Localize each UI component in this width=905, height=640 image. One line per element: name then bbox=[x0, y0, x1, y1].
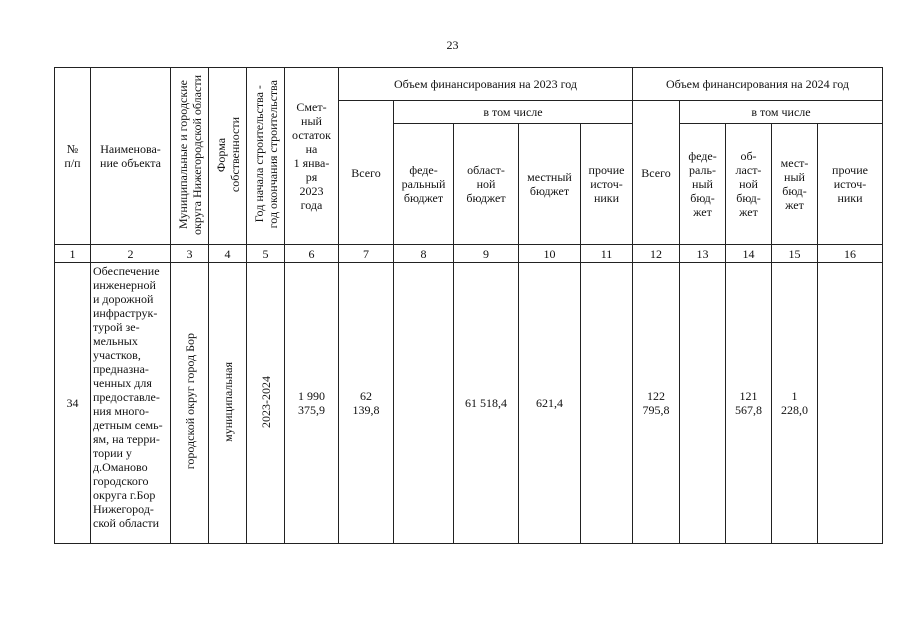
header-regional-2024: об- ласт- ной бюд- жет bbox=[726, 124, 772, 245]
col-number: 10 bbox=[519, 245, 581, 263]
header-fin-2024: Объем финансирования на 2024 год bbox=[633, 68, 883, 101]
header-total-2024: Всего bbox=[633, 101, 680, 245]
col-number: 11 bbox=[581, 245, 633, 263]
total-2024: 122 795,8 bbox=[633, 263, 680, 544]
federal-2024 bbox=[680, 263, 726, 544]
construction-years: 2023-2024 bbox=[258, 375, 273, 428]
header-num: № п/п bbox=[55, 68, 91, 245]
header-name: Наименова- ние объекта bbox=[91, 68, 171, 245]
col-number: 14 bbox=[726, 245, 772, 263]
col-number: 8 bbox=[394, 245, 454, 263]
regional-2023: 61 518,4 bbox=[454, 263, 519, 544]
col-number: 6 bbox=[285, 245, 339, 263]
col-number: 2 bbox=[91, 245, 171, 263]
col-number: 16 bbox=[818, 245, 883, 263]
column-number-row bbox=[55, 245, 883, 263]
col-number: 5 bbox=[247, 245, 285, 263]
estimate-remainder: 1 990 375,9 bbox=[285, 263, 339, 544]
federal-2023 bbox=[394, 263, 454, 544]
header-fin-2023: Объем финансирования на 2023 год bbox=[339, 68, 633, 101]
header-other-2023: прочие источ- ники bbox=[581, 124, 633, 245]
header-local-2024: мест- ный бюд- жет bbox=[772, 124, 818, 245]
col-number: 12 bbox=[633, 245, 680, 263]
col-number: 4 bbox=[209, 245, 247, 263]
row-number: 34 bbox=[55, 263, 91, 544]
other-2024 bbox=[818, 263, 883, 544]
header-estimate: Смет- ный остаток на 1 янва- ря 2023 года bbox=[285, 68, 339, 245]
ownership-cell bbox=[209, 263, 247, 544]
other-2023 bbox=[581, 263, 633, 544]
district: городской округ город Бор bbox=[182, 333, 197, 470]
header-row-1 bbox=[55, 68, 883, 101]
page-number: 23 bbox=[446, 38, 459, 52]
col-number: 15 bbox=[772, 245, 818, 263]
header-other-2024: прочие источ- ники bbox=[818, 124, 883, 245]
header-years: Год начала строительства - год окончания строительства bbox=[247, 68, 285, 245]
years-cell bbox=[247, 263, 285, 544]
header-federal-2023: феде- ральный бюджет bbox=[394, 124, 454, 245]
header-incl-2023: в том числе bbox=[394, 101, 633, 124]
header-ownership: Форма собственности bbox=[209, 68, 247, 245]
col-number: 1 bbox=[55, 245, 91, 263]
header-regional-2023: област- ной бюджет bbox=[454, 124, 519, 245]
header-local-2023: местный бюджет bbox=[519, 124, 581, 245]
regional-2024: 121 567,8 bbox=[726, 263, 772, 544]
ownership: муниципальная bbox=[220, 361, 235, 442]
local-2023: 621,4 bbox=[519, 263, 581, 544]
object-name: Обеспечение инженерной и дорожной инфраструк- турой зе- мельных участков, предназна- ченных для предоставле- ния много- детным семь- ям, на терри- тории у д.Оманово городского округа г.Бор Нижегород- ской области bbox=[91, 263, 171, 544]
header-federal-2024: феде- раль- ный бюд- жет bbox=[680, 124, 726, 245]
header-total-2023: Всего bbox=[339, 101, 394, 245]
header-incl-2024: в том числе bbox=[680, 101, 883, 124]
col-number: 3 bbox=[171, 245, 209, 263]
col-number: 9 bbox=[454, 245, 519, 263]
financing-table bbox=[54, 67, 883, 544]
header-district: Муниципальные и городские округа Нижегородской области bbox=[171, 68, 209, 245]
total-2023: 62 139,8 bbox=[339, 263, 394, 544]
district-cell bbox=[171, 263, 209, 544]
local-2024: 1 228,0 bbox=[772, 263, 818, 544]
table-row bbox=[55, 263, 883, 544]
col-number: 7 bbox=[339, 245, 394, 263]
col-number: 13 bbox=[680, 245, 726, 263]
